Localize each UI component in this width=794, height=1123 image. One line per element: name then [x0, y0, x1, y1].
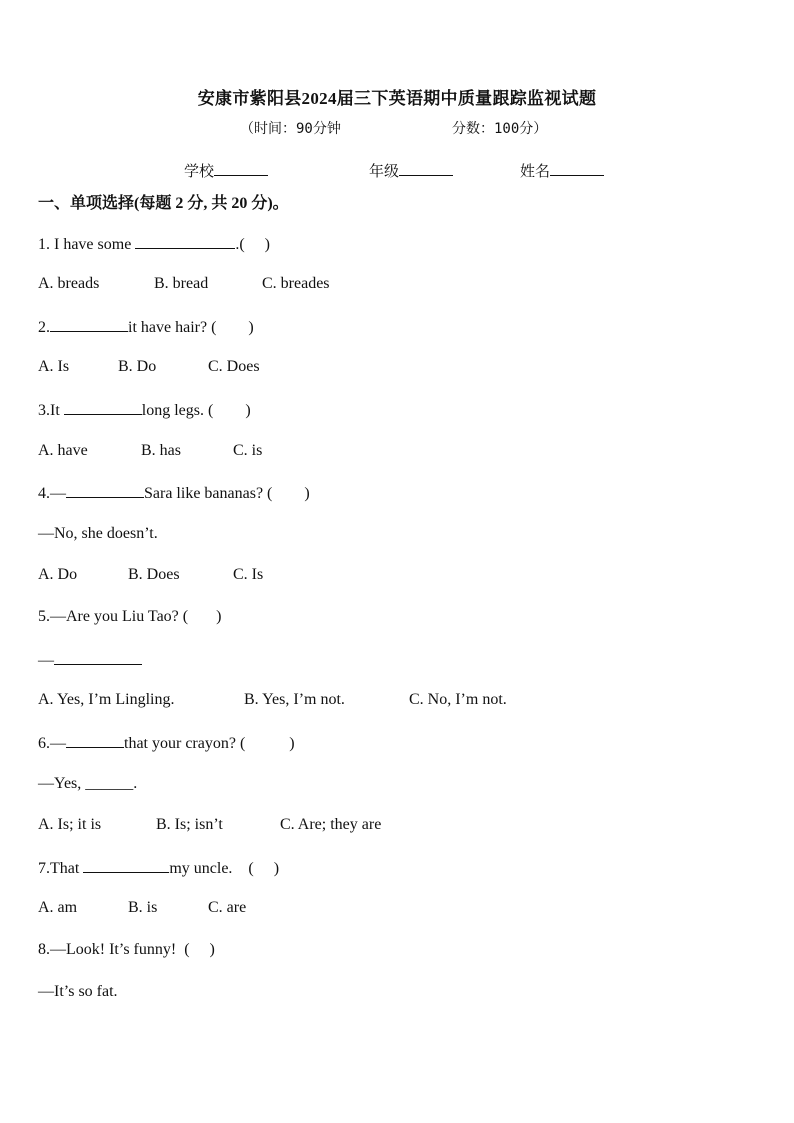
question-5: 5.—Are you Liu Tao? ( ) [38, 608, 222, 625]
q4-answer-line: —No, she doesn’t. [38, 525, 158, 542]
q6-option-c[interactable]: C. Are; they are [280, 816, 382, 833]
q1-option-b[interactable]: B. bread [154, 275, 209, 292]
school-field [184, 160, 268, 181]
q6-tail: that your crayon? ( ) [124, 735, 295, 752]
q3-tail: long legs. ( ) [141, 402, 251, 419]
q7-text: 7.That [38, 860, 84, 877]
q7-option-c[interactable]: C. are [208, 899, 247, 916]
q2-blank[interactable] [50, 317, 128, 332]
q2-tail: it have hair? ( ) [128, 319, 254, 336]
q3-option-c[interactable]: C. is [233, 442, 263, 459]
q6-answer-line: —Yes, ______. [38, 775, 138, 792]
q1-text: 1. I have some [38, 236, 136, 253]
q4-option-a[interactable]: A. Do [38, 566, 78, 583]
q6-text: 6.— [38, 735, 66, 752]
q5-option-b[interactable]: B. Yes, I’m not. [244, 691, 345, 708]
q7-option-a[interactable]: A. am [38, 899, 78, 916]
exam-score: 分数：100分） [452, 121, 548, 137]
q5-answer-line [38, 650, 142, 670]
section-heading: 一、单项选择(每题 2 分, 共 20 分)。 [38, 195, 289, 212]
q7-tail: my uncle. ( ) [169, 860, 280, 877]
q7-option-b[interactable]: B. is [128, 899, 158, 916]
grade-label: 年级 [369, 164, 400, 180]
q4-option-b[interactable]: B. Does [128, 566, 180, 583]
question-3 [38, 400, 251, 420]
q2-option-b[interactable]: B. Do [118, 358, 157, 375]
school-label: 学校 [184, 164, 215, 180]
question-1 [38, 234, 270, 254]
q2-text: 2. [38, 319, 50, 336]
q6-option-a[interactable]: A. Is; it is [38, 816, 102, 833]
q7-blank[interactable] [83, 858, 169, 873]
q5-option-a[interactable]: A. Yes, I’m Lingling. [38, 691, 175, 708]
q5-blank[interactable] [54, 650, 142, 665]
exam-time: （时间：90分钟 [240, 121, 341, 137]
q8-answer-line: —It’s so fat. [38, 983, 118, 1000]
q5-dash: — [38, 652, 54, 669]
name-field [520, 160, 604, 181]
q4-text: 4.— [38, 485, 66, 502]
name-blank[interactable] [550, 161, 604, 176]
q6-option-b[interactable]: B. Is; isn’t [156, 816, 223, 833]
question-8: 8.—Look! It’s funny! ( ) [38, 941, 215, 958]
question-2 [38, 317, 254, 337]
q5-option-c[interactable]: C. No, I’m not. [409, 691, 507, 708]
q2-option-a[interactable]: A. Is [38, 358, 70, 375]
q1-option-c[interactable]: C. breades [262, 275, 330, 292]
question-4 [38, 483, 310, 503]
name-label: 姓名 [520, 164, 551, 180]
question-7 [38, 858, 279, 878]
q3-option-b[interactable]: B. has [141, 442, 181, 459]
q3-text: 3.It [38, 402, 64, 419]
q3-option-a[interactable]: A. have [38, 442, 88, 459]
q3-blank[interactable] [64, 400, 142, 415]
q6-blank[interactable] [66, 733, 124, 748]
school-blank[interactable] [214, 161, 268, 176]
q1-option-a[interactable]: A. breads [38, 275, 100, 292]
question-6 [38, 733, 295, 753]
q1-blank[interactable] [135, 234, 235, 249]
q4-tail: Sara like bananas? ( ) [144, 485, 310, 502]
q1-tail: .( ) [235, 236, 270, 253]
q4-blank[interactable] [66, 483, 144, 498]
q4-option-c[interactable]: C. Is [233, 566, 264, 583]
q2-option-c[interactable]: C. Does [208, 358, 260, 375]
grade-blank[interactable] [399, 161, 453, 176]
grade-field [369, 160, 453, 181]
exam-title: 安康市紫阳县2024届三下英语期中质量跟踪监视试题 [197, 89, 597, 108]
